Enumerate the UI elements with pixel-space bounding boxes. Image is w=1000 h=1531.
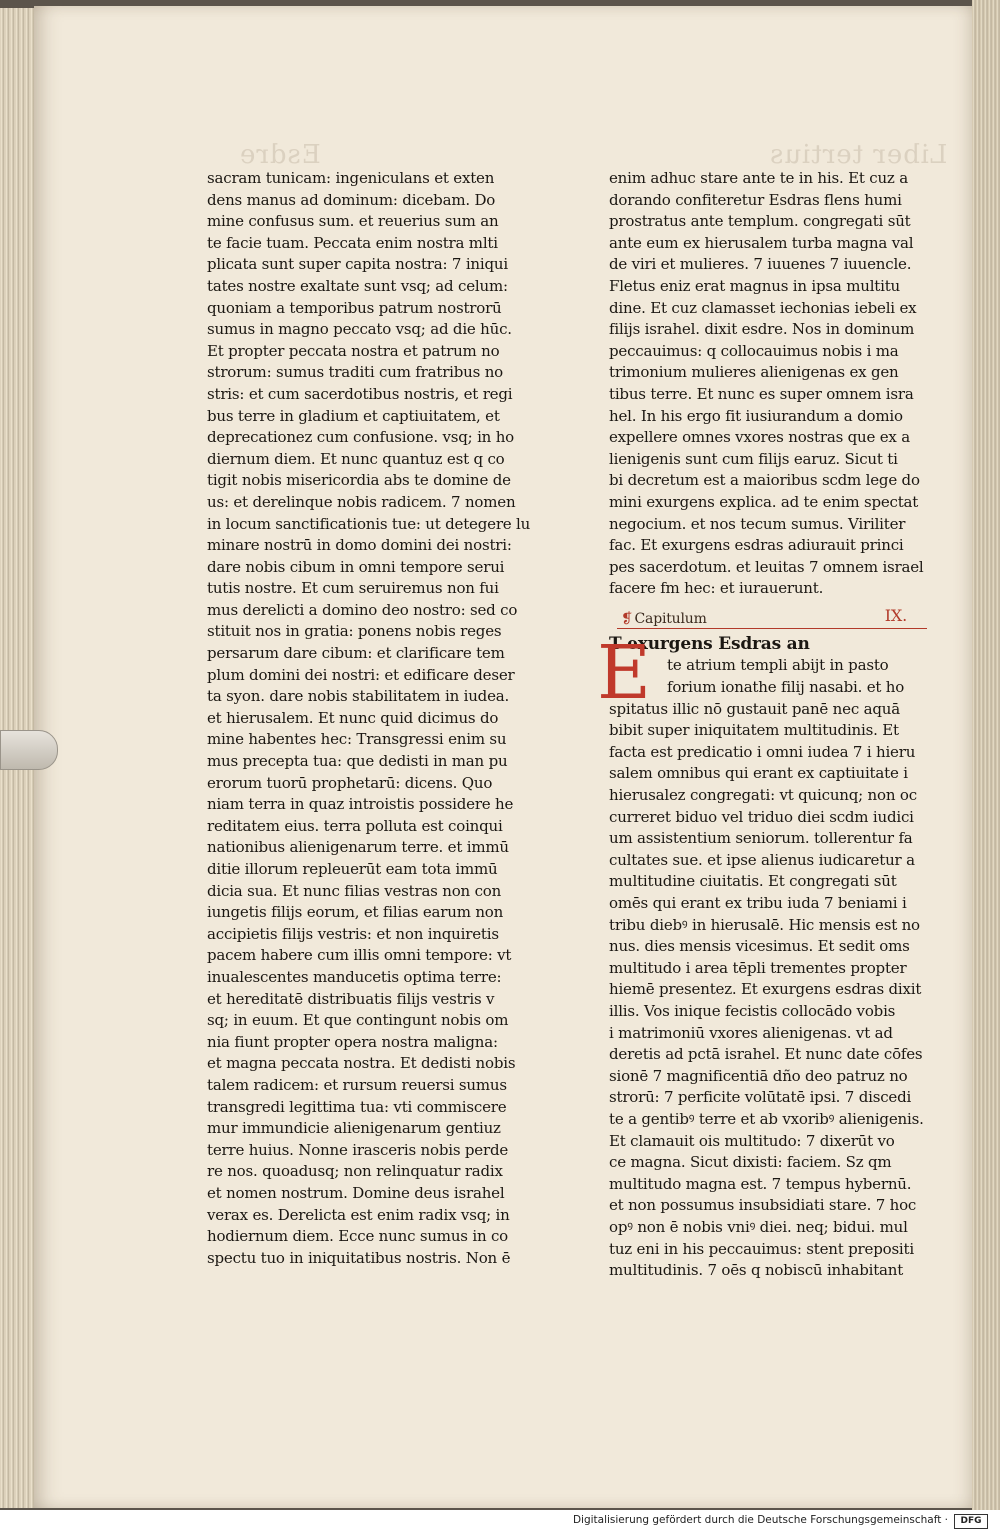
text-line: dare nobis cibum in omni tempore serui xyxy=(207,557,505,576)
dfg-logo: DFG xyxy=(954,1514,988,1529)
text-line: accipietis filijs vestris: et non inquiretis xyxy=(207,924,499,943)
text-line: nus. dies mensis vicesimus. Et sedit oms xyxy=(609,937,910,956)
text-line: niam terra in quaz introistis possidere he xyxy=(207,795,514,814)
text-line: tibus terre. Et nunc es super omnem isra xyxy=(609,384,914,403)
text-line: erorum tuorū prophetarū: dicens. Quo xyxy=(207,773,493,792)
text-line: omēs qui erant ex tribu iuda 7 beniami i xyxy=(609,894,907,912)
text-line: talem radicem: et rursum reuersi sumus xyxy=(207,1075,507,1094)
text-line: Et clamauit ois multitudo: 7 dixerūt vo xyxy=(609,1131,895,1150)
text-line: te facie tuam. Peccata enim nostra mlti xyxy=(207,233,498,252)
text-line: facere fm hec: et iurauerunt. xyxy=(609,579,824,598)
bleed-through-running-head-left: Esdre xyxy=(239,140,321,170)
text-line: persarum dare cibum: et clarificare tem xyxy=(207,644,505,663)
text-line: mus precepta tua: que dedisti in man pu xyxy=(207,752,508,771)
text-line: fac. Et exurgens esdras adiurauit princi xyxy=(609,536,904,555)
text-line: minare nostrū in domo domini dei nostri: xyxy=(207,536,512,555)
text-line: terre huius. Nonne irasceris nobis perde xyxy=(207,1140,509,1159)
text-line: stituit nos in gratia: ponens nobis reges xyxy=(207,622,502,641)
text-line: inualescentes manducetis optima terre: xyxy=(207,967,502,986)
text-line: plum domini dei nostri: et edificare deser xyxy=(207,665,515,684)
text-line: strorū: 7 perficite volūtatē ipsi. 7 discedi xyxy=(609,1088,912,1107)
left-text-column xyxy=(207,168,537,1269)
text-line: et magna peccata nostra. Et dedisti nobis xyxy=(207,1054,516,1073)
text-line: sq; in euum. Et que contingunt nobis om xyxy=(207,1011,509,1030)
text-line: lienigenis sunt cum filijs earuz. Sicut ti xyxy=(609,449,898,468)
chapter-heading xyxy=(609,604,927,634)
text-line: curreret biduo vel triduo diei scdm iudici xyxy=(609,807,914,826)
text-line: bus terre in gladium et captiuitatem, et xyxy=(207,406,500,425)
text-line: mur immundicie alienigenarum gentiuz xyxy=(207,1119,501,1138)
text-line: forium ionathe filij nasabi. et ho xyxy=(667,678,905,697)
text-line: stris: et cum sacerdotibus nostris, et regi xyxy=(207,384,513,403)
text-line: plicata sunt super capita nostra: 7 iniqui xyxy=(207,255,508,274)
text-line: multitudo i area tēpli trementes propter xyxy=(609,958,907,977)
text-line: verax es. Derelicta est enim radix vsq; in xyxy=(207,1205,510,1224)
text-line: nia fiunt propter opera nostra maligna: xyxy=(207,1032,498,1051)
initial-indented-lines xyxy=(609,655,927,698)
text-line: filijs israhel. dixit esdre. Nos in dominum xyxy=(609,320,915,339)
right-page-edges xyxy=(972,0,1000,1510)
text-line: trimonium mulieres alienigenas ex gen xyxy=(609,363,899,382)
right-column-bottom-block xyxy=(609,699,927,1282)
right-column-top-block xyxy=(609,168,927,600)
text-line: Fletus eniz erat magnus in ipsa multitu xyxy=(609,276,901,295)
chapter-label: ❡ Capitulum xyxy=(621,609,707,631)
text-line: spitatus illic nō gustauit panē nec aquā xyxy=(609,699,900,718)
text-line: sumus in magno peccato vsq; ad die hūc. xyxy=(207,320,512,339)
text-line: spectu tuo in iniquitatibus nostris. Non ē xyxy=(207,1248,511,1267)
text-line: salem omnibus qui erant ex captiuitate i xyxy=(609,764,908,783)
right-text-column xyxy=(597,168,927,1282)
text-line: dine. Et cuz clamasset iechonias iebeli ex xyxy=(609,298,917,317)
text-line: mus derelicti a domino deo nostro: sed co xyxy=(207,600,518,619)
text-line: peccauimus: q collocauimus nobis i ma xyxy=(609,341,899,360)
text-line: ce magna. Sicut dixisti: faciem. Sz qm xyxy=(609,1153,892,1172)
text-line: quoniam a temporibus patrum nostrorū xyxy=(207,298,502,317)
text-line: reditatem eius. terra polluta est coinqui xyxy=(207,816,503,835)
text-line: et hierusalem. Et nunc quid dicimus do xyxy=(207,708,499,727)
text-line: deprecationez cum confusione. vsq; in ho xyxy=(207,428,515,447)
text-line: et hereditatē distribuatis filijs vestris v xyxy=(207,989,495,1008)
text-line: pes sacerdotum. et leuitas 7 omnem israel xyxy=(609,557,924,576)
text-line: mine confusus sum. et reuerius sum an xyxy=(207,212,499,231)
footer-bar xyxy=(0,1510,1000,1531)
text-line: ditie illorum repleuerūt eam tota immū xyxy=(207,860,498,878)
text-line: mine habentes hec: Transgressi enim su xyxy=(207,730,507,749)
text-line: pacem habere cum illis omni tempore: vt xyxy=(207,946,512,965)
text-line: re nos. quoadusq; non relinquatur radix xyxy=(207,1162,503,1181)
text-line: ante eum ex hierusalem turba magna val xyxy=(609,233,914,252)
text-line: multitudo magna est. 7 tempus hybernū. xyxy=(609,1174,912,1193)
text-line: sionē 7 magnificentiā dño deo patruz no xyxy=(609,1066,908,1085)
text-line: te atrium templi abijt in pasto xyxy=(667,656,889,675)
text-line: us: et derelinque nobis radicem. 7 nomen xyxy=(207,492,516,511)
chapter-incipit: T exurgens Esdras an xyxy=(609,633,810,654)
text-line: et nomen nostrum. Domine deus israhel xyxy=(207,1183,505,1202)
text-line: Et propter peccata nostra et patrum no xyxy=(207,341,500,360)
text-line: prostratus ante templum. congregati sūt xyxy=(609,212,911,231)
text-line: tuz eni in his peccauimus: stent prepositi xyxy=(609,1239,914,1258)
text-line: dens manus ad dominum: dicebam. Do xyxy=(207,190,496,209)
text-line: opꝰ non ē nobis vniꝰ diei. neq; bidui. mul xyxy=(609,1217,908,1236)
text-line: te a gentibꝰ terre et ab vxoribꝰ alienigenis. xyxy=(609,1109,924,1128)
text-line: deretis ad pctā israhel. Et nunc date cōfes xyxy=(609,1045,923,1064)
text-line: in locum sanctificationis tue: ut detegere lu xyxy=(207,514,531,533)
text-line: de viri et mulieres. 7 iuuenes 7 iuuencle. xyxy=(609,255,912,274)
chapter-number: IX. xyxy=(884,605,907,625)
text-line: tigit nobis misericordia abs te domine de xyxy=(207,471,511,490)
text-line: negocium. et nos tecum sumus. Viriliter xyxy=(609,514,906,533)
text-line: nationibus alienigenarum terre. et immū xyxy=(207,838,509,857)
text-line: transgredi legittima tua: vti commiscere xyxy=(207,1097,507,1116)
text-line: um assistentium seniorum. tollerentur fa xyxy=(609,829,913,848)
text-line: enim adhuc stare ante te in his. Et cuz a xyxy=(609,169,908,187)
text-line: et non possumus insubsidiati stare. 7 hoc xyxy=(609,1196,917,1215)
text-line: tutis nostre. Et cum seruiremus non fui xyxy=(207,579,499,598)
text-line: cultates sue. et ipse alienus iudicaretur a xyxy=(609,850,915,869)
text-line: mini exurgens explica. ad te enim spectat xyxy=(609,492,919,511)
text-line: dorando confiteretur Esdras flens humi xyxy=(609,190,902,209)
text-line: iungetis filijs eorum, et filias earum non xyxy=(207,903,504,922)
text-line: hodiernum diem. Ecce nunc sumus in co xyxy=(207,1227,509,1246)
text-line: tribu diebꝰ in hierusalē. Hic mensis est no xyxy=(609,915,920,934)
text-line: sacram tunicam: ingeniculans et exten xyxy=(207,169,495,187)
text-line: hel. In his ergo fit iusiurandum a domio xyxy=(609,406,903,425)
text-line: illis. Vos inique fecistis collocādo vobis xyxy=(609,1001,896,1020)
text-line: hiemē presentez. Et exurgens esdras dixit xyxy=(609,980,922,999)
chapter-rule xyxy=(617,628,927,629)
text-line: bi decretum est a maioribus scdm lege do xyxy=(609,471,920,490)
text-line: dicia sua. Et nunc filias vestras non con xyxy=(207,881,502,900)
text-line: expellere omnes vxores nostras que ex a xyxy=(609,428,910,447)
text-line: hierusalez congregati: vt quicunq; non oc xyxy=(609,786,917,805)
text-line: multitudinis. 7 oēs q nobiscū inhabitant xyxy=(609,1261,904,1280)
text-line: diernum diem. Et nunc quantuz est q co xyxy=(207,449,505,468)
text-line: strorum: sumus traditi cum fratribus no xyxy=(207,363,503,382)
text-line: multitudine ciuitatis. Et congregati sūt xyxy=(609,872,897,891)
page-holder-clip xyxy=(0,730,58,770)
bleed-through-running-head-right: Liber tertius xyxy=(769,140,948,170)
rubricated-initial: E xyxy=(597,629,651,716)
text-line: bibit super iniquitatem multitudinis. Et xyxy=(609,721,899,740)
text-line: facta est predicatio i omni iudea 7 i hieru xyxy=(609,742,916,761)
text-line: ta syon. dare nobis stabilitatem in iudea. xyxy=(207,687,510,706)
text-line: tates nostre exaltate sunt vsq; ad celum: xyxy=(207,276,508,295)
text-line: i matrimoniū vxores alienigenas. vt ad xyxy=(609,1023,893,1042)
footer-credit: Digitalisierung gefördert durch die Deutsche Forschungsgemeinschaft · xyxy=(572,1514,948,1526)
